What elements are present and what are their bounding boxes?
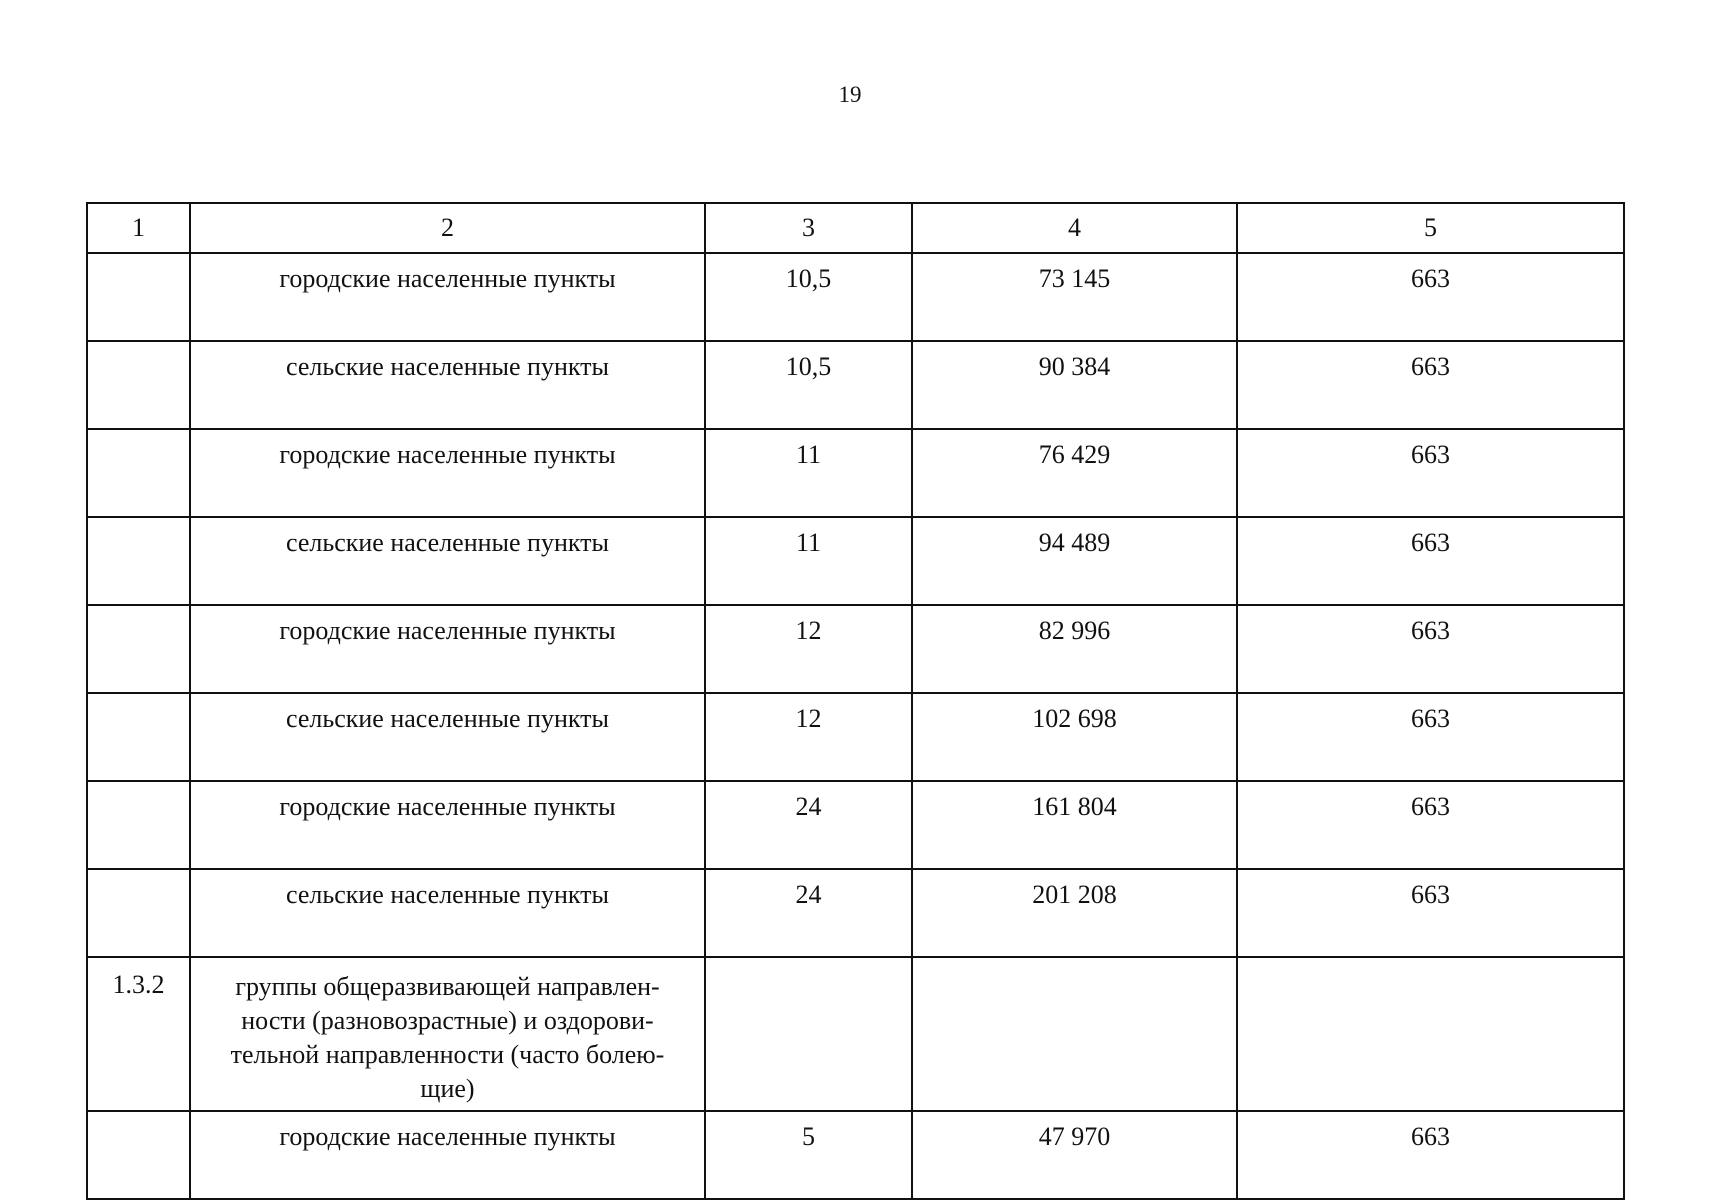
cost-cell: 102 698 xyxy=(912,693,1237,781)
group-label-line: щие) xyxy=(420,1074,475,1103)
table-row xyxy=(87,781,1624,869)
code-cell: 663 xyxy=(1237,429,1624,517)
code-cell: 663 xyxy=(1237,693,1624,781)
code-cell: 663 xyxy=(1237,605,1624,693)
row-number-cell xyxy=(87,869,190,957)
code-cell: 663 xyxy=(1237,781,1624,869)
column-header-1: 1 xyxy=(87,203,190,253)
row-number-cell xyxy=(87,429,190,517)
column-header-2: 2 xyxy=(190,203,705,253)
settlement-type-cell: сельские населенные пункты xyxy=(190,517,705,605)
settlement-type-cell: городские населенные пункты xyxy=(190,605,705,693)
settlement-type-cell: сельские населенные пункты xyxy=(190,693,705,781)
group-label-line: ности (разновозрастные) и оздорови- xyxy=(241,1006,654,1035)
code-cell: 663 xyxy=(1237,869,1624,957)
cost-cell: 73 145 xyxy=(912,253,1237,341)
page-number: 19 xyxy=(838,82,862,107)
hours-cell: 5 xyxy=(705,1111,912,1199)
table-row xyxy=(87,693,1624,781)
hours-cell: 11 xyxy=(705,517,912,605)
group-row xyxy=(87,957,1624,1111)
code-cell: 663 xyxy=(1237,341,1624,429)
row-number-cell xyxy=(87,781,190,869)
cost-cell: 82 996 xyxy=(912,605,1237,693)
table-row xyxy=(87,1111,1624,1199)
column-header-3: 3 xyxy=(705,203,912,253)
empty-cell xyxy=(912,957,1237,1111)
row-number-cell xyxy=(87,253,190,341)
group-label-line: группы общеразвивающей направлен- xyxy=(235,972,660,1001)
tariff-table xyxy=(86,202,1625,1200)
row-number-cell xyxy=(87,693,190,781)
table-row xyxy=(87,341,1624,429)
settlement-type-cell: городские населенные пункты xyxy=(190,253,705,341)
column-header-5: 5 xyxy=(1237,203,1624,253)
settlement-type-cell: сельские населенные пункты xyxy=(190,341,705,429)
settlement-type-cell: городские населенные пункты xyxy=(190,781,705,869)
code-cell: 663 xyxy=(1237,1111,1624,1199)
hours-cell: 10,5 xyxy=(705,253,912,341)
group-label-cell xyxy=(190,957,705,1111)
settlement-type-cell: городские населенные пункты xyxy=(190,429,705,517)
cost-cell: 76 429 xyxy=(912,429,1237,517)
code-cell: 663 xyxy=(1237,253,1624,341)
table-row xyxy=(87,429,1624,517)
cost-cell: 161 804 xyxy=(912,781,1237,869)
row-number-cell xyxy=(87,605,190,693)
cost-cell: 90 384 xyxy=(912,341,1237,429)
cost-cell: 94 489 xyxy=(912,517,1237,605)
settlement-type-cell: городские населенные пункты xyxy=(190,1111,705,1199)
cost-cell: 47 970 xyxy=(912,1111,1237,1199)
row-number-cell xyxy=(87,341,190,429)
cost-cell: 201 208 xyxy=(912,869,1237,957)
hours-cell: 24 xyxy=(705,869,912,957)
hours-cell: 11 xyxy=(705,429,912,517)
hours-cell: 12 xyxy=(705,693,912,781)
code-cell: 663 xyxy=(1237,517,1624,605)
hours-cell: 24 xyxy=(705,781,912,869)
empty-cell xyxy=(705,957,912,1111)
row-number-cell xyxy=(87,1111,190,1199)
empty-cell xyxy=(1237,957,1624,1111)
table-row xyxy=(87,605,1624,693)
group-number-cell: 1.3.2 xyxy=(87,957,190,1111)
table-header-row xyxy=(87,203,1624,253)
row-number-cell xyxy=(87,517,190,605)
group-label xyxy=(191,970,704,1106)
group-label-line: тельной направленности (часто болею- xyxy=(230,1040,665,1069)
table-row xyxy=(87,517,1624,605)
table-row xyxy=(87,253,1624,341)
settlement-type-cell: сельские населенные пункты xyxy=(190,869,705,957)
hours-cell: 12 xyxy=(705,605,912,693)
hours-cell: 10,5 xyxy=(705,341,912,429)
column-header-4: 4 xyxy=(912,203,1237,253)
table-row xyxy=(87,869,1624,957)
